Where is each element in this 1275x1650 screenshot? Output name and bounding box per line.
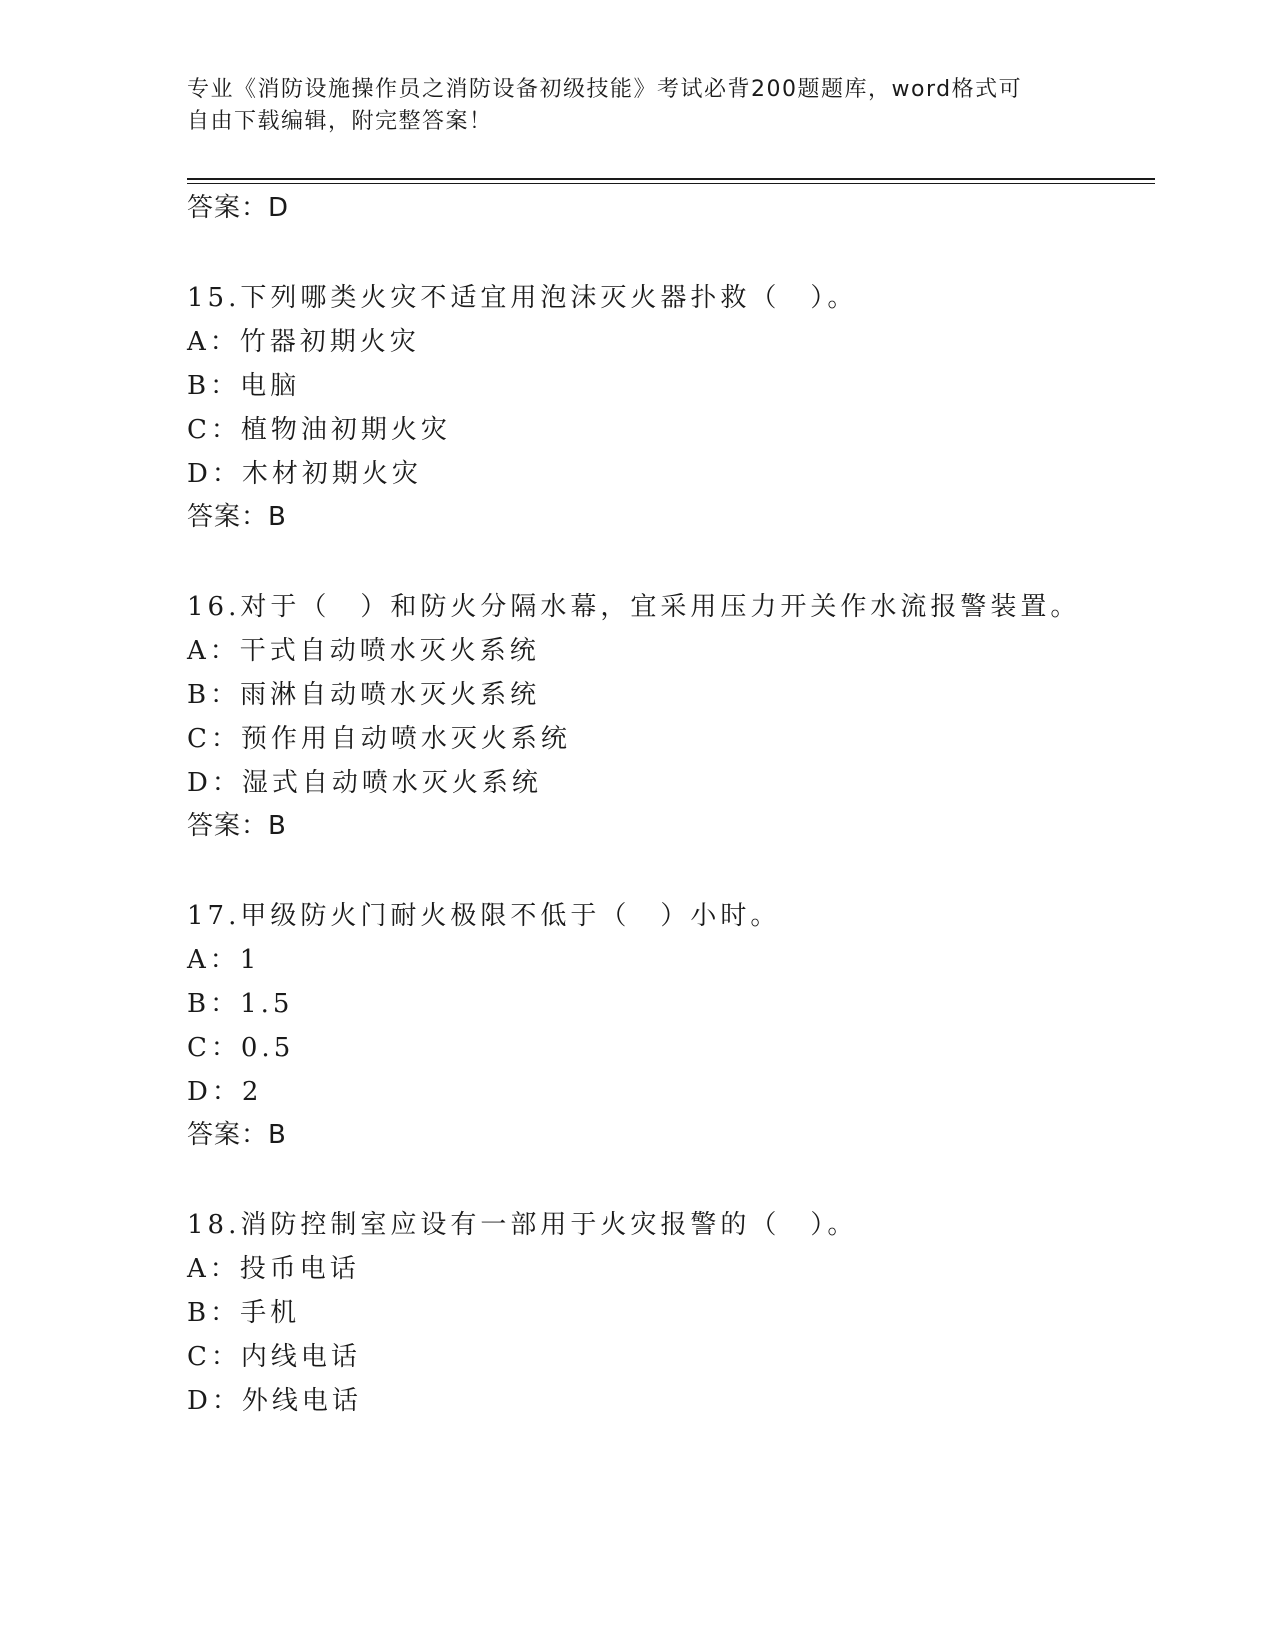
question-option-a: A：干式自动喷水灭火系统 [187,636,540,666]
question-option-a: A：竹器初期火灾 [187,327,420,357]
question-option-b: B：雨淋自动喷水灭火系统 [187,680,541,710]
question-option-b: B：手机 [187,1298,301,1328]
page-header [187,74,1067,138]
question-option-b: B：1.5 [187,989,294,1019]
question-stem: 18.消防控制室应设有一部用于火灾报警的（ ）。 [187,1210,858,1240]
header-divider-thin [187,183,1155,184]
question-answer: 答案：B [187,1120,287,1150]
question-option-a: A：1 [187,945,261,975]
question-option-c: C：0.5 [187,1033,295,1063]
question-option-c: C：植物油初期火灾 [187,415,451,445]
question-option-d: D：湿式自动喷水灭火系统 [187,768,542,798]
question-answer: 答案：B [187,502,287,532]
question-option-c: C：内线电话 [187,1342,361,1372]
question-option-d: D：木材初期火灾 [187,459,422,489]
header-divider-thick [187,178,1155,180]
question-answer: 答案：B [187,811,287,841]
header-line-1: 专业《消防设施操作员之消防设备初级技能》考试必背200题题库，word格式可 [187,77,1023,102]
question-stem: 16.对于（ ）和防火分隔水幕，宜采用压力开关作水流报警装置。 [187,592,1081,622]
question-option-d: D：2 [187,1077,263,1107]
question-option-d: D：外线电话 [187,1386,362,1416]
question-option-a: A：投币电话 [187,1254,360,1284]
previous-answer: 答案：D [187,193,290,223]
question-stem: 17.甲级防火门耐火极限不低于（ ）小时。 [187,901,781,931]
header-line-2: 自由下载编辑，附完整答案！ [187,109,493,134]
question-option-b: B：电脑 [187,371,301,401]
question-stem: 15.下列哪类火灾不适宜用泡沫灭火器扑救（ ）。 [187,283,858,313]
question-option-c: C：预作用自动喷水灭火系统 [187,724,571,754]
